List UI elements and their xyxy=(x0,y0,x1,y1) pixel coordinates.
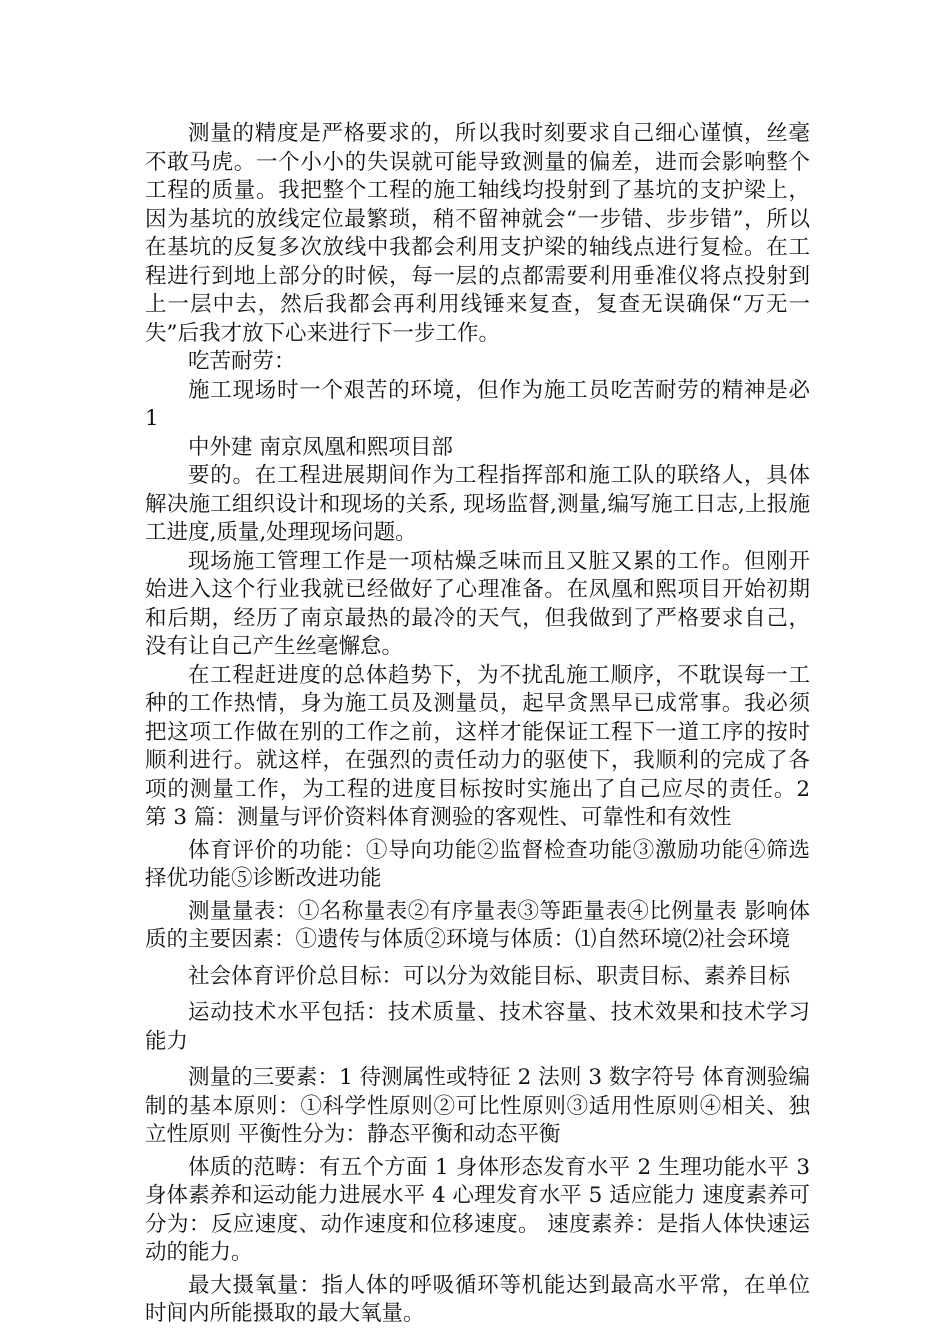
paragraph-site-management: 现场施工管理工作是一项枯燥乏味而且又脏又累的工作。但刚开始进入这个行业我就已经做好了心理准备。在凤凰和熙项目开始初期和后期，经历了南京最热的最冷的天气，但我做到了严格要求自己，没有让自己产生丝毫懈怠。 xyxy=(145,548,810,659)
paragraph-motor-skill-level: 运动技术水平包括：技术质量、技术容量、技术效果和技术学习能力 xyxy=(145,1000,810,1054)
document-body xyxy=(145,120,810,1329)
paragraph-physique-scope: 体质的范畴：有五个方面 1 身体形态发育水平 2 生理功能水平 3 身体素养和运动能力进展水平 4 心理发育水平 5 适应能力 速度素养可分为：反应速度、动作速度和位移速度。 速度素养：是指人体快速运动的能力。 xyxy=(145,1154,810,1265)
paragraph-measurement-elements: 测量的三要素：1 待测属性或特征 2 法则 3 数字符号 体育测验编制的基本原则：①科学性原则②可比性原则③适用性原则④相关、独立性原则 平衡性分为：静态平衡和动态平衡 xyxy=(145,1065,810,1147)
paragraph-schedule-progress: 在工程赶进度的总体趋势下，为不扰乱施工顺序，不耽误每一工种的工作热情，身为施工员及测量员，起早贪黑早已成常事。我必须把这项工作做在别的工作之前，这样才能保证工程下一道工序的按时顺利进行。就这样，在强烈的责任动力的驱使下，我顺利的完成了各项的测量工作，为工程的进度目标按时实施出了自己应尽的责任。2 第 3 篇：测量与评价资料体育测验的客观性、可靠性和有效性 xyxy=(145,662,810,830)
paragraph-hardworking-heading: 吃苦耐劳： xyxy=(188,349,296,374)
paragraph-evaluation-functions: 体育评价的功能：①导向功能②监督检查功能③激励功能④筛选择优功能⑤诊断改进功能 xyxy=(145,837,810,891)
paragraph-liaison-duties: 要的。在工程进展期间作为工程指挥部和施工队的联络人，具体解决施工组织设计和现场的关系, 现场监督,测量,编写施工日志,上报施工进度,质量,处理现场问题。 xyxy=(145,463,810,545)
paragraph-measurement-precision: 测量的精度是严格要求的，所以我时刻要求自己细心谨慎，丝毫不敢马虎。一个小小的失误就可能导致测量的偏差，进而会影响整个工程的质量。我把整个工程的施工轴线均投射到了基坑的支护梁上，因为基坑的放线定位最繁琐，稍不留神就会“一步错、步步错”，所以在基坑的反复多次放线中我都会利用支护梁的轴线点进行复检。在工程进行到地上部分的时候，每一层的点都需要利用垂准仪将点投射到上一层中去，然后我都会再利用线锤来复查，复查无误确保“万无一失”后我才放下心来进行下一步工作。 xyxy=(145,121,810,346)
paragraph-site-environment: 施工现场时一个艰苦的环境，但作为施工员吃苦耐劳的精神是必 1 xyxy=(145,377,810,431)
paragraph-measurement-scales: 测量量表：①名称量表②有序量表③等距量表④比例量表 影响体质的主要因素：①遗传与体质②环境与体质：⑴自然环境⑵社会环境 xyxy=(145,898,810,952)
paragraph-max-oxygen-uptake: 最大摄氧量：指人体的呼吸循环等机能达到最高水平常，在单位时间内所能摄取的最大氧量。 xyxy=(145,1272,810,1326)
paragraph-social-evaluation-goals: 社会体育评价总目标：可以分为效能目标、职责目标、素养目标 xyxy=(188,963,791,989)
page-header-project: 中外建 南京凤凰和熙项目部 xyxy=(188,434,453,460)
